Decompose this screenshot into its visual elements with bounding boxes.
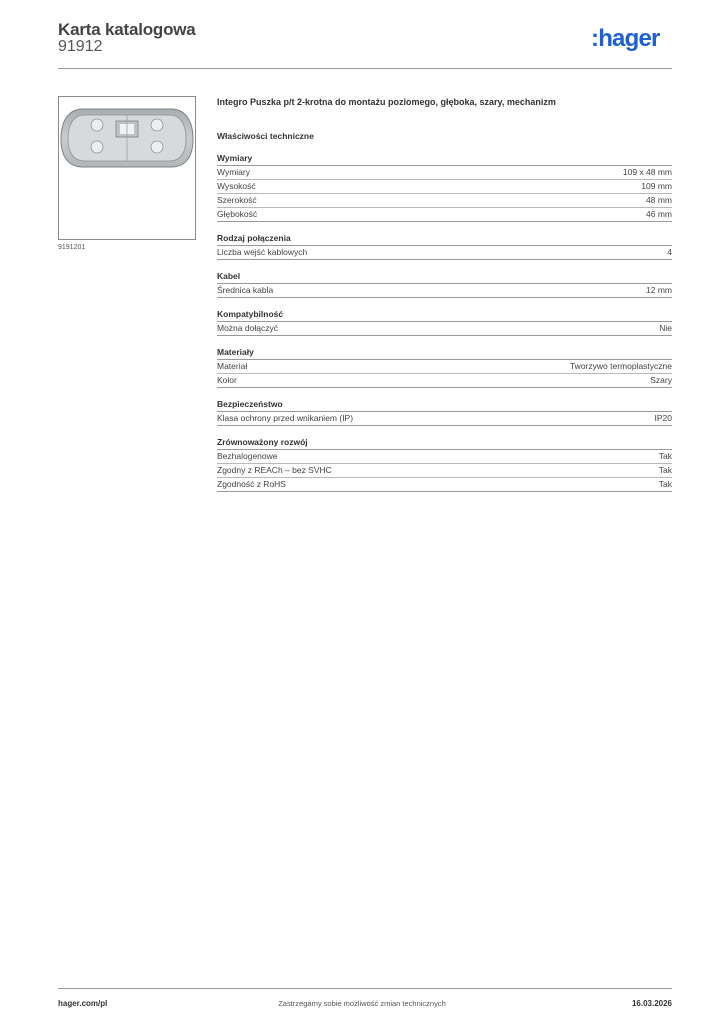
property-value: Szary xyxy=(650,375,672,385)
property-label: Materiał xyxy=(217,361,248,371)
property-value: Tworzywo termoplastyczne xyxy=(569,361,672,371)
group-title: Rodzaj połączenia xyxy=(217,232,672,246)
property-group xyxy=(217,346,672,388)
group-title: Bezpieczeństwo xyxy=(217,398,672,412)
property-label: Wysokość xyxy=(217,181,256,191)
property-group xyxy=(217,398,672,426)
property-row xyxy=(217,412,672,426)
header-divider xyxy=(58,68,672,69)
property-group xyxy=(217,436,672,492)
property-label: Klasa ochrony przed wnikaniem (IP) xyxy=(217,413,354,423)
property-group xyxy=(217,232,672,260)
product-description: Integro Puszka p/t 2-krotna do montażu poziomego, głęboka, szary, mechanizm xyxy=(217,97,556,107)
property-value: 109 x 48 mm xyxy=(622,167,672,177)
property-group xyxy=(217,308,672,336)
property-label: Szerokość xyxy=(217,195,257,205)
property-label: Głębokość xyxy=(217,209,258,219)
property-label: Wymiary xyxy=(217,167,250,177)
property-value: Tak xyxy=(658,479,672,489)
footer-date: 16.03.2026 xyxy=(631,999,672,1008)
property-group xyxy=(217,270,672,298)
property-label: Zgodny z REACh – bez SVHC xyxy=(217,465,332,475)
product-image xyxy=(58,96,196,240)
property-label: Można dołączyć xyxy=(217,323,278,333)
property-value: 12 mm xyxy=(646,285,672,295)
property-value: Tak xyxy=(658,451,672,461)
property-row xyxy=(217,322,672,336)
property-row xyxy=(217,180,672,194)
property-row xyxy=(217,464,672,478)
property-row xyxy=(217,194,672,208)
property-label: Średnica kabla xyxy=(217,285,274,295)
hager-logo: :hager xyxy=(591,25,660,52)
double-junction-box-image xyxy=(59,97,195,239)
group-title: Kompatybilność xyxy=(217,308,672,322)
property-label: Liczba wejść kablowych xyxy=(217,247,308,257)
group-title: Materiały xyxy=(217,346,672,360)
property-row xyxy=(217,246,672,260)
property-row xyxy=(217,374,672,388)
property-label: Kolor xyxy=(217,375,237,385)
property-value: 48 mm xyxy=(646,195,672,205)
group-title: Kabel xyxy=(217,270,672,284)
property-label: Bezhalogenowe xyxy=(217,451,278,461)
property-row xyxy=(217,208,672,222)
property-value: 46 mm xyxy=(646,209,672,219)
product-number: 91912 xyxy=(58,38,103,55)
group-title: Zrównoważony rozwój xyxy=(217,436,672,450)
property-value: 109 mm xyxy=(641,181,672,191)
product-details xyxy=(217,96,672,492)
property-groups xyxy=(217,152,672,492)
property-value: Tak xyxy=(658,465,672,475)
footer-disclaimer: Zastrzegamy sobie możliwość zmian technicznych xyxy=(278,999,446,1008)
group-title: Wymiary xyxy=(217,152,672,166)
footer-website: hager.com/pl xyxy=(58,999,108,1008)
property-value: 4 xyxy=(667,247,672,257)
image-caption: 9191201 xyxy=(58,244,86,251)
footer-divider xyxy=(58,988,672,989)
property-row xyxy=(217,450,672,464)
property-row xyxy=(217,166,672,180)
property-group xyxy=(217,152,672,222)
property-row xyxy=(217,360,672,374)
property-value: IP20 xyxy=(654,413,672,423)
property-row xyxy=(217,284,672,298)
page-title: Karta katalogowa xyxy=(58,20,196,39)
technical-properties-heading: Właściwości techniczne xyxy=(217,131,314,141)
property-value: Nie xyxy=(659,323,672,333)
property-label: Zgodność z RoHS xyxy=(217,479,286,489)
property-row xyxy=(217,478,672,492)
